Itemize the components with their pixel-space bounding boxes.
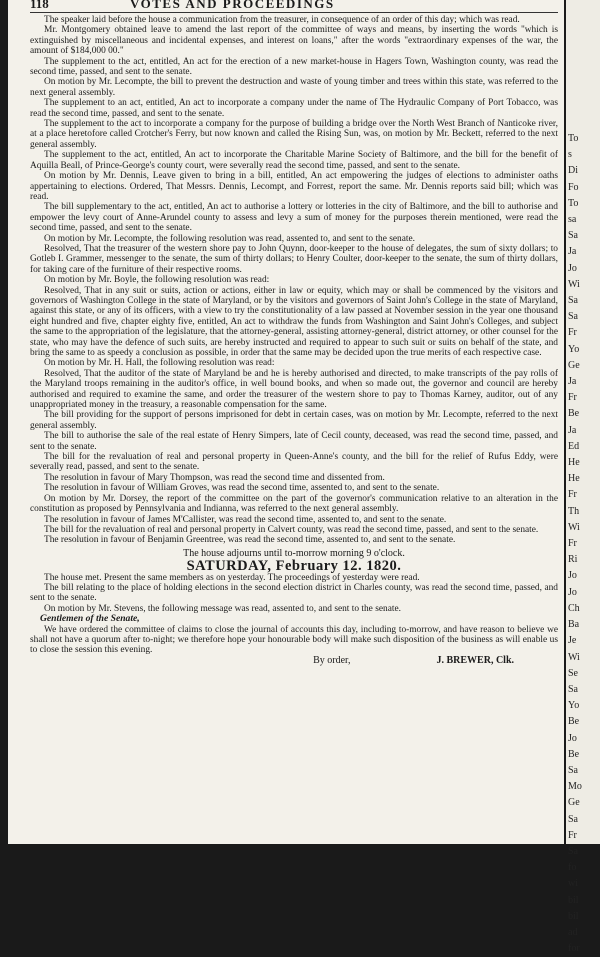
edge-fragment: Be [568,748,580,760]
paragraph: On motion by Mr. Dennis, Leave given to bring in a bill, entitled, An act empowering the judges of elections to administer oaths appertaining to elections. Ordered, That Messrs. Dennis, Lecompt, and Forrest, report the same. Mr. Dennis reports said bill; which was read. [30,171,558,202]
paragraph: On motion by Mr. Lecompte, the bill to prevent the destruction and waste of young timber and trees within this state, was referred to the next general assembly. [30,77,558,98]
edge-fragment: Mo [568,781,582,793]
date-heading: SATURDAY, February 12. 1820. [186,558,402,575]
edge-fragment: Jo [568,732,577,744]
running-header [30,0,558,10]
edge-fragment: ad [568,926,578,938]
edge-fragment: Wi [568,651,580,663]
edge-fragment: Se [568,667,578,679]
proceedings-part-1 [30,15,558,546]
paragraph: Resolved, That the auditor of the state of Maryland be and he is hereby authorised and directed, to make transcripts of the pay rolls of the Maryland troops remaining in the auditor's office, in well bound books, and when so made out, the governor and council are hereby authorised and required to examine the same, and order the treasurer of the western shore to pay to Thomas Karney, auditor, out of any unappropriated money in the treasury, a reasonable compensation for the same. [30,368,558,411]
edge-fragment: Be [568,408,580,420]
edge-fragment: Yo [568,700,580,712]
paragraph: The resolution in favour of Benjamin Greentree, was read the second time, assented to, and sent to the senate. [44,535,456,546]
running-title: VOTES AND PROCEEDINGS [130,0,335,11]
edge-fragment: bil [568,910,579,922]
paragraph: The house met. Present the same members as on yesterday. The proceedings of yesterday were read. [44,572,420,583]
edge-fragment: Jo [568,586,577,598]
edge-fragment: s [568,149,572,161]
edge-fragment: Sa [568,683,578,695]
edge-fragment: Wi [568,521,580,533]
edge-fragment: Ed [568,440,580,452]
paragraph: The bill providing for the support of persons imprisoned for debt in certain cases, was on motion by Mr. Lecompte, referred to the next general assembly. [30,410,558,431]
paragraph: The resolution in favour of James M'Callister, was read the second time, assented to, and sent to the senate. [44,514,447,525]
edge-fragment: Be [568,716,580,728]
journal-body [30,15,558,666]
edge-fragment: Ch [568,602,580,614]
message-salutation: Gentlemen of the Senate, [40,613,140,625]
edge-fragment: Yo [568,343,580,355]
page-number: 118 [30,0,49,11]
adjacent-page-edge [566,0,600,955]
paragraph: The bill supplementary to the act, entitled, An act to authorise a lottery or lotteries in the city of Baltimore, and the bill to authorise and empower the levy court of Anne-Arundel county to assess and levy a sum of money for the purposes therein mentioned, were read the second time, passed, and sent to the senate. [30,202,558,234]
edge-fragment: Ba [568,619,580,631]
signature-line [30,656,558,666]
header-rule [30,12,558,13]
paragraph: Mr. Montgomery obtained leave to amend the last report of the committee of ways and means, by inserting the words "which is extinguished by miscellaneous and incidental expenses, and interest on loans," after the words "extraordinary expenses of the war, the amount of $184,000 00." [30,25,558,57]
message-text: We have ordered the committee of claims to close the journal of accounts this day, including to-morrow, and have reason to believe we shall not have a quorum after to-night; we therefore hope your honourable body will make such disposition of the business as will enable us to close the session this evening. [30,624,558,656]
by-order-text: By order, [313,654,351,666]
paragraph: The supplement to an act, entitled, An act to incorporate a company under the name of The Hydraulic Company of Port Tobacco, was read the second time, passed, and sent to the senate. [30,98,558,119]
edge-fragment: Wi [568,278,580,290]
edge-fragment: Sa [568,764,578,776]
paragraph: The bill relating to the place of holding elections in the second election district in Charles county, was read the second time, passed, and sent to the senate. [30,582,558,604]
edge-fragment: He [568,457,580,469]
edge-fragment: Sa [568,845,578,857]
edge-fragment: Fr [568,489,577,501]
edge-fragment: for [568,943,580,955]
paragraph: The bill for the revaluation of real and personal property in Queen-Anne's county, and the bill for the relief of Rufus Eddy, were severally read, passed, and sent to the senate. [30,452,558,473]
paragraph: The bill for the revaluation of real and personal property in Calvert county, was read the second time, passed, and sent to the senate. [44,524,539,535]
edge-fragment: He [568,473,580,485]
edge-fragment: Fo [568,181,579,193]
paragraph: Resolved, That in any suit or suits, action or actions, either in law or equity, which may or shall be commenced by the visitors and governors of Washington College in the state of Maryland, or by the visitors and governors of Saint John's College in the state of Maryland, against this state, or any of its officers, with a view to try the constitutionality of a law passed at November session in the year one thousand eight hundred and five, chapter eighty five, entitled, An act to withdraw the funds from Washington and Saint John's Colleges, and subject the same to the appropriation of the legislature, that the attorney-general, assisting attorney-general, district attorney, or other counsel for the state, who may have the defence of such suits, are hereby instructed and required to appear to such suit or suits on behalf of the state, and bring the same to as speedy a conclusion as possible, in order that the same may be decided upon the true merits of each respective case. [30,285,558,358]
paragraph: On motion by Mr. H. Hall, the following resolution was read: [44,358,275,369]
edge-fragment: Th [568,505,580,517]
edge-fragment: Di [568,165,578,177]
edge-fragment: Fr [568,538,577,550]
paragraph: The supplement to the act to incorporate a company for the purpose of building a bridge over the North West Branch of Nanticoke river, at a place heretofore called Crotcher's Ferry, but now known and called the Rising Sun, was, on motion by Mr. Beckett, referred to the next general assembly. [30,119,558,150]
edge-fragment: To [568,133,579,144]
edge-fragment: Jo [568,262,577,274]
edge-fragment: sa [568,214,577,226]
adjacent-page-fragments [568,131,600,957]
edge-fragment: Ri [568,554,578,566]
adjournment-line: The house adjourns until to-morrow morning 9 o'clock. [183,547,405,559]
paragraph: Resolved, That the treasurer of the western shore pay to John Quynn, door-keeper to the house of delegates, the sum of sixty dollars; to Gotleb I. Grammer, messenger to the senate, the sum of thirty dollars; to Henry Coulter, door-keeper to the senate, the sum of thirty dollars, for taking care of the furniture of their respective rooms. [30,243,558,275]
edge-fragment: Ja [568,424,577,436]
edge-fragment: fo [568,862,577,874]
edge-fragment: Ge [568,359,580,371]
paragraph: The supplement to the act, entitled, An act for the erection of a new market-house in Hagers Town, Washington county, was read the second time, passed, and sent to the senate. [30,56,558,78]
edge-fragment: wi [568,878,578,890]
paragraph: The resolution in favour of William Groves, was read the second time, assented to, and sent to the senate. [44,483,440,494]
paragraph: On motion by Mr. Dorsey, the report of the committee on the part of the governor's communication relative to an alteration in the constitution as proposed by Pennsylvania and Indianna, was referred to the next general assembly. [30,493,558,515]
edge-fragment: Ja [568,246,577,258]
edge-fragment: bil [568,894,579,906]
edge-fragment: Fr [568,829,577,841]
edge-fragment: Ja [568,376,577,388]
paragraph: On motion by Mr. Lecompte, the following resolution was read, assented to, and sent to the senate. [44,233,416,244]
paragraph: The speaker laid before the house a communication from the treasurer, in consequence of an order of this day; which was read. [44,15,520,25]
edge-fragment: Fr [568,392,577,404]
edge-spacer [568,0,600,131]
paragraph: The supplement to the act, entitled, An act to incorporate the Charitable Marine Society of Baltimore, and the bill for the benefit of Aquilla Beall, of Prince-George's county court, were severally read the second time, passed, and sent to the senate. [30,150,558,171]
edge-fragment: To [568,197,579,209]
document-page [8,0,564,844]
proceedings-part-2 [30,573,558,615]
paragraph: The bill to authorise the sale of the real estate of Henry Simpers, late of Cecil county, deceased, was read the second time, passed, and sent to the senate. [30,431,558,452]
paragraph: On motion by Mr. Boyle, the following resolution was read: [44,275,270,286]
edge-fragment: Sa [568,230,578,242]
edge-fragment: Ge [568,797,580,809]
paragraph: On motion by Mr. Stevens, the following message was read, assented to, and sent to the senate. [44,603,401,614]
edge-fragment: Sa [568,295,578,307]
paragraph: The resolution in favour of Mary Thompson, was read the second time and dissented from. [44,472,385,483]
edge-fragment: Sa [568,813,578,825]
clerk-name: J. BREWER, Clk. [436,654,514,666]
edge-fragment: Je [568,635,577,647]
edge-fragment: Sa [568,311,578,323]
edge-fragment: Fr [568,327,577,339]
edge-fragment: Jo [568,570,577,582]
